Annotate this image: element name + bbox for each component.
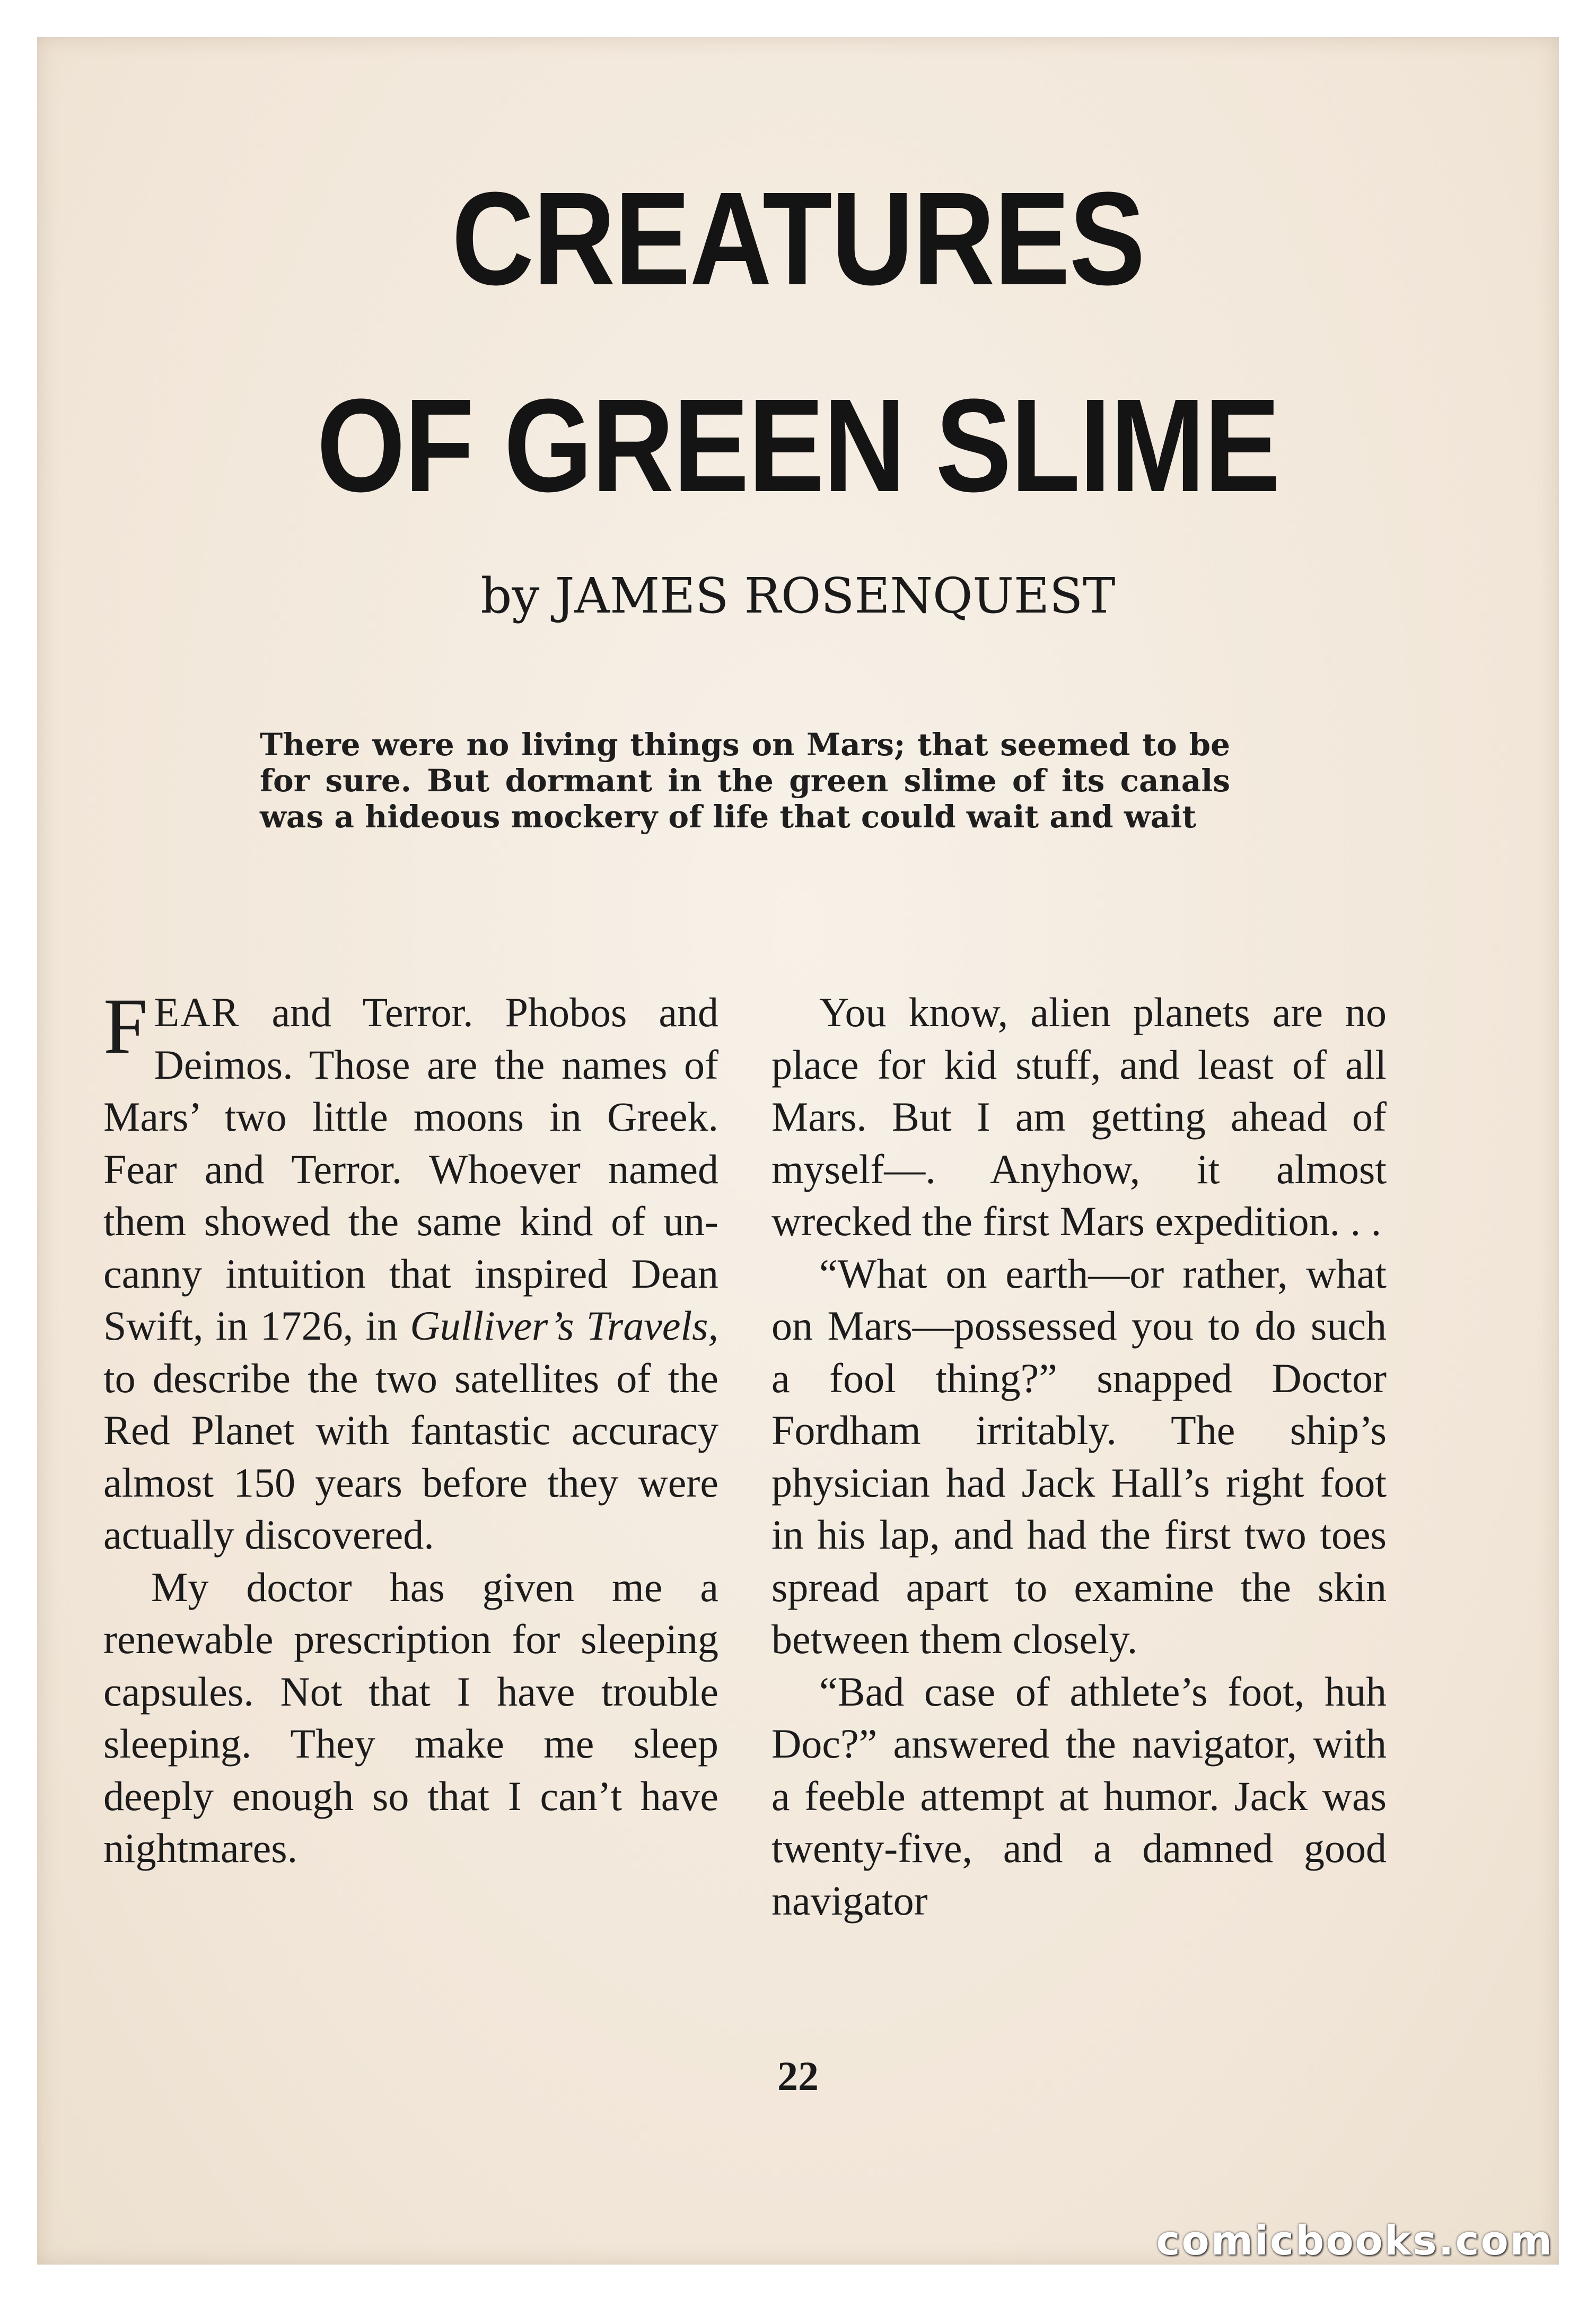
title-line-1: CREATURES — [451, 164, 1145, 312]
book-title: Gulliver’s Travels, — [410, 1303, 718, 1349]
paragraph: “What on earth—or rather, what on Mars—possessed you to do such a fool thing?” snapped Doctor Fordham irritably. The ship’s physician had Jack Hall’s right foot in his lap, and had the first two toes spread apart to examine the skin between them closely. — [771, 1250, 1387, 1662]
story-blurb: There were no living things on Mars; that seemed to be for sure. But dormant in the green slime of its canals was a hideous mockery of life that could wait and wait — [260, 727, 1230, 835]
left-column — [103, 982, 718, 1875]
paragraph: “Bad case of athlete’s foot, huh Doc?” answered the navigator, with a feeble attempt at humor. Jack was twenty-five, and a damned good navigator — [771, 1668, 1387, 1924]
paragraph: You know, alien planets are no place for kid stuff, and least of all Mars. But I am getting ahead of myself—. Anyhow, it almost wrecked the first Mars expedition. . . — [771, 989, 1387, 1244]
paragraph-text: to describe the two satellites of the Red Planet with fantastic accuracy almost 150 years before they were actually discovered. — [103, 1355, 718, 1558]
right-column — [771, 986, 1387, 1927]
paragraph-text: and Terror. Phobos and Deimos. Those are the names of Mars’ two little moons in Greek. Fear and Terror. Whoever named them showed the same kind of uncanny intuition that inspired Dean Swift, in 1726, in — [103, 989, 718, 1349]
title-line-2: OF GREEN SLIME — [317, 371, 1279, 519]
paragraph: My doctor has given me a renewable prescription for sleeping capsules. Not that I have trouble sleeping. They make me sleep deeply enough so that I can’t have nightmares. — [103, 1563, 718, 1871]
paragraph — [103, 982, 718, 1561]
page-number: 22 — [777, 2053, 819, 2099]
lead-word: EAR — [154, 989, 240, 1035]
drop-cap: F — [103, 982, 148, 1070]
watermark: comicbooks.com — [1156, 2217, 1554, 2264]
byline: by JAMES ROSENQUEST — [480, 567, 1116, 624]
